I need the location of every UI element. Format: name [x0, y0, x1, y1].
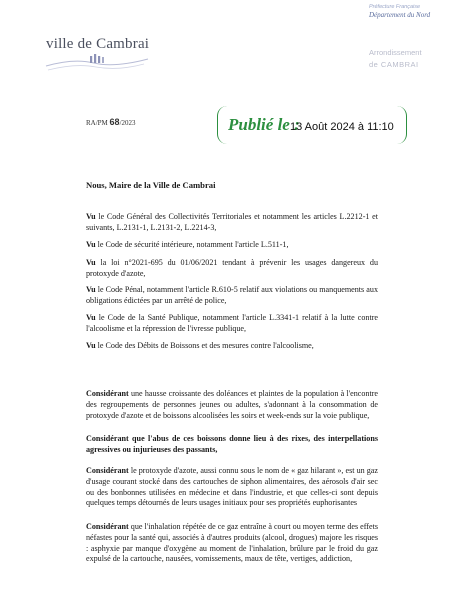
vu-text: la loi n°2021-695 du 01/06/2021 tendant à prévenir les usages dangereux du protoxyde d'azote, [86, 258, 378, 278]
vu-lead: Vu [86, 285, 96, 294]
considerant-paragraph [86, 466, 378, 509]
prefecture-label: Préfecture Française [369, 4, 421, 10]
reference-prefix: RA/PM [86, 119, 110, 127]
arrondissement-city: de CAMBRAI [369, 60, 419, 69]
vu-text: le Code Pénal, notamment l'article R.610-5 relatif aux violations ou manquements aux obligations édictées par un arrêté de police, [86, 285, 378, 305]
vu-text: le Code de sécurité intérieure, notamment l'article L.511-1, [95, 240, 289, 249]
considerant-lead: Considérant [86, 466, 129, 475]
arrete-reference [86, 117, 136, 127]
considerant-text: le protoxyde d'azote, aussi connu sous le nom de « gaz hilarant », est un gaz d'usage courant stocké dans des cartouches de siphon alimentaires, des aérosols d'air sec ou des bonbonnes utilisées en médecine et dans l'industrie, et que celles-ci sont depuis quelques temps détournés de leurs usages initiaux pour ses propriétés euphorisantes [86, 466, 378, 508]
vu-lead: Vu [86, 341, 96, 350]
vu-text: le Code Général des Collectivités Territoriales et notamment les articles L.2212-1 et suivants, L.2131-1, L.2131-2, L.2214-3, [86, 212, 378, 232]
considerant-text: que l'inhalation répétée de ce gaz entraîne à court ou moyen terme des effets néfastes pour la santé qui, associés à d'autres produits (alcool, drogues) majore les risques : asphyxie par manque d'oxygène au moment de l'inhalation, brûlure par le froid du gaz expulsé de la cartouche, nausées, vomissements, maux de tête, vertiges, addiction, [86, 522, 378, 564]
considerant-paragraph [86, 522, 378, 565]
vu-text: le Code des Débits de Boissons et des mesures contre l'alcoolisme, [95, 341, 314, 350]
logo-text: ville de Cambrai [46, 36, 150, 52]
vu-text: le Code de la Santé Publique, notamment l'article L.3341-1 relatif à la lutte contre l'alcoolisme et la répression de l'ivresse publique, [86, 313, 378, 333]
considerant-lead: Considérant [86, 389, 129, 398]
arrondissement-label: Arrondissement [369, 48, 422, 57]
vu-paragraph [86, 285, 378, 307]
departement-label: Département du Nord [369, 11, 431, 19]
reference-suffix: /2023 [119, 119, 136, 127]
vu-paragraph [86, 240, 378, 251]
considerant-paragraph [86, 434, 378, 456]
cambrai-logo [44, 36, 154, 74]
vu-paragraph [86, 313, 378, 335]
considerant-paragraph [86, 389, 378, 421]
stamp-date: 13 Août 2024 à 11:10 [290, 121, 394, 133]
considerant-lead: Considérant [86, 522, 129, 531]
intro-heading: Nous, Maire de la Ville de Cambrai [86, 180, 216, 190]
publication-stamp [217, 106, 407, 144]
vu-paragraph [86, 212, 378, 234]
stamp-label: Publié le : [228, 115, 300, 134]
vu-lead: Vu [86, 212, 96, 221]
reference-number: 68 [109, 117, 120, 127]
considerant-text: une hausse croissante des doléances et plaintes de la population à l'encontre des regroupements de personnes jeunes ou adultes, s'adonnant à la consommation de protoxyde d'azote et de boissons alcoolisées les soirs et week-ends sur la voie publique, [86, 389, 378, 420]
vu-lead: Vu [86, 313, 96, 322]
considerant-lead: Considérant [86, 434, 129, 443]
vu-lead: Vu [86, 258, 96, 267]
vu-lead: Vu [86, 240, 96, 249]
vu-paragraph [86, 341, 378, 352]
considerant-text: que l'abus de ces boissons donne lieu à des rixes, des interpellations agressives ou injurieuses des passants, [86, 434, 378, 454]
logo-towers-icon [44, 50, 154, 74]
vu-paragraph [86, 258, 378, 280]
